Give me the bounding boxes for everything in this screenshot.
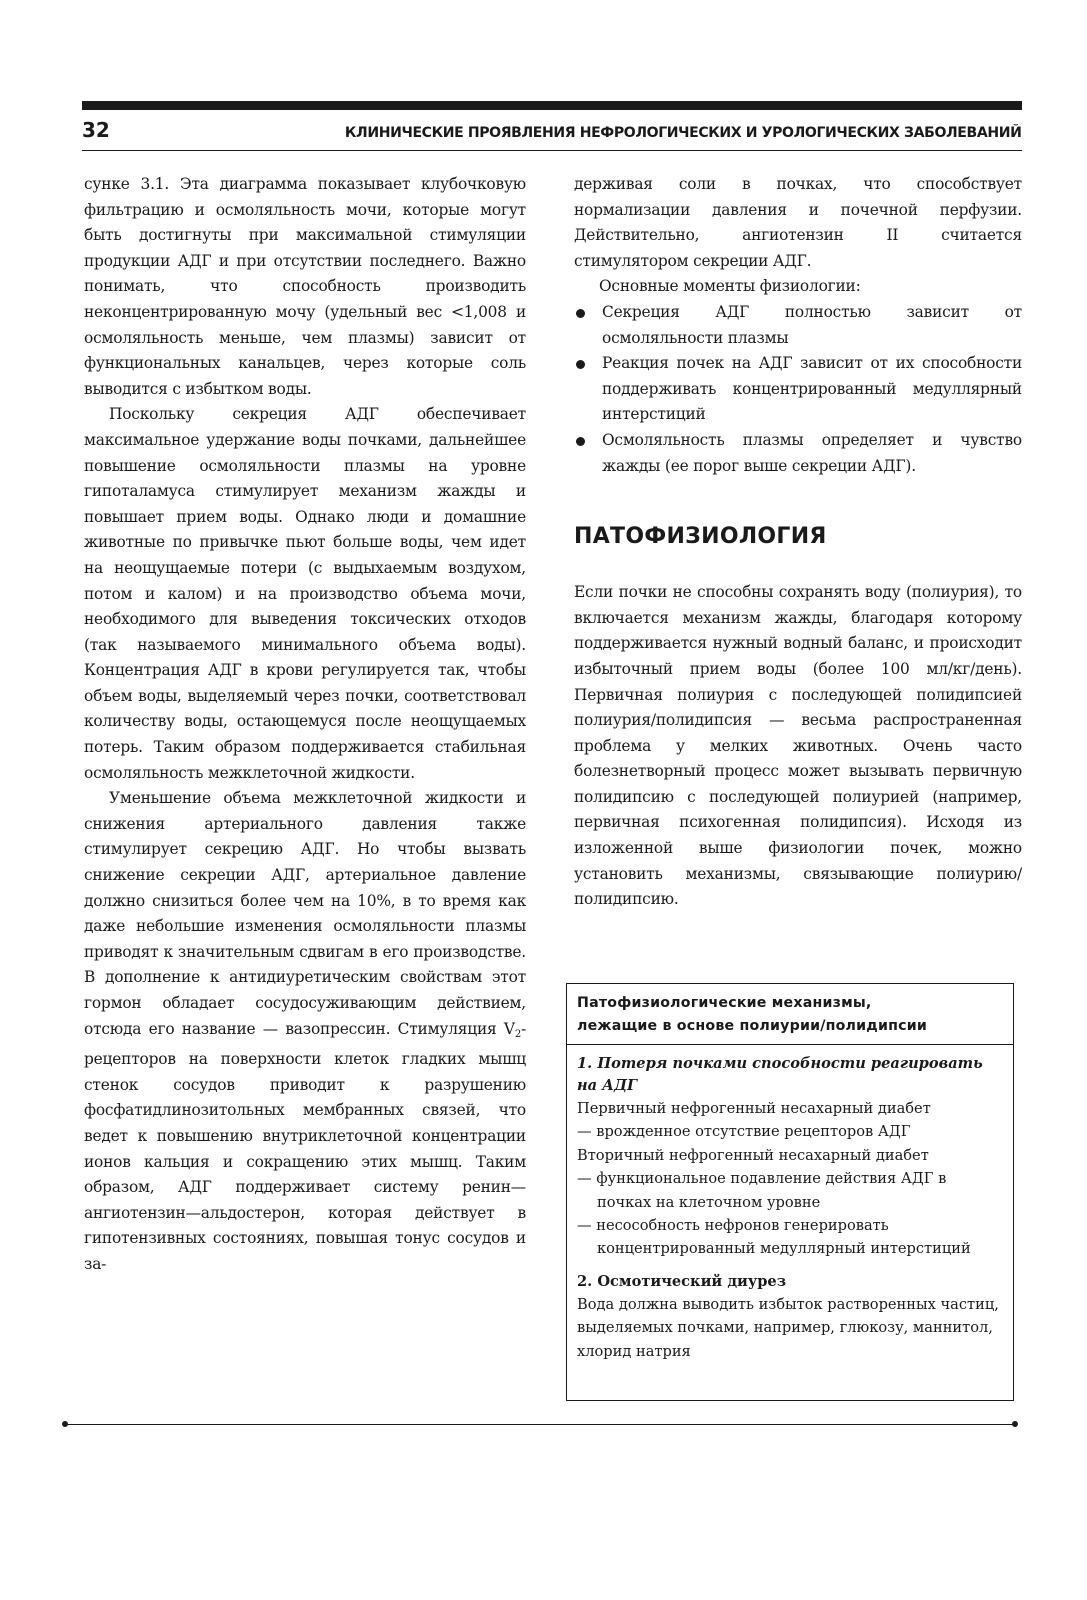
bullet-icon xyxy=(576,360,585,369)
box-section-title: 2. Осмотический диурез xyxy=(577,1272,787,1290)
paragraph-text: Уменьшение объема межклеточной жидкости и снижения артериального давления также стимулирует секрецию АДГ. Но чтобы вызвать снижение секреции АДГ, артериальное давление должно снизиться более чем на 10%, в то время как даже небольшие изменения осмоляльности плазмы приводят к значительным сдвигам в его производстве. В дополнение к антидиуретическим свойствам этот гормон обладает сосудосуживающим действием, отсюда его название — вазопрессин. Стимуляция V xyxy=(84,789,526,1038)
paragraph: сунке 3.1. Эта диаграмма показывает клубочковую фильтрацию и осмоляльность мочи, которые могут быть достигнуты при максимальной стимуляции продукции АДГ и при отсутствии последнего. Важно понимать, что способность производить неконцентрированную мочу (удельный вес <1,008 и осмоляльность меньше, чем плазмы) зависит от функциональных канальцев, через которые соль выводится с избытком воды. xyxy=(84,175,526,398)
paragraph: Если почки не способны сохранять воду (полиурия), то включается механизм жажды, благодаря которому поддерживается нужный водный баланс, и происходит избыточный прием воды (более 100 мл/кг/день). Первичная полиурия с последующей полидипсией полиурия/полидипсия — весьма распространенная проблема у мелких животных. Очень часто болезнетворный процесс может вызывать первичную полидипсию с последующей полиурией (например, первичная психогенная полидипсия). Исходя из изложенной выше физиологии почек, можно установить механизмы, связывающие полиурию/полидипсию. xyxy=(574,583,1022,909)
list-item: Осмоляльность плазмы определяет и чувство жажды (ее порог выше секреции АДГ). xyxy=(574,428,1022,479)
footer-rule xyxy=(64,1424,1016,1425)
paragraph-text: -рецепторов на поверхности клеток гладких мышц стенок сосудов приводит к разрушению фосфатидлинозитольных мембранных связей, что ведет к повышению внутриклеточной концентрации ионов кальция и сокращению этих мышц. Таким образом, АДГ поддерживает систему ренин—ангиотензин—альдостерон, которая действует в гипотензивных состояниях, повышая тонус сосудов и за- xyxy=(84,1019,526,1273)
box-line: — врожденное отсутствие рецепторов АДГ xyxy=(577,1123,911,1141)
left-column xyxy=(84,172,526,1278)
paragraph: Основные моменты физиологии: xyxy=(599,277,861,296)
page-header xyxy=(82,118,1022,148)
bullet-list xyxy=(574,300,1022,479)
footer-dot-icon xyxy=(62,1421,68,1427)
box-section-title: 1. Потеря почками способности реагировать на АДГ xyxy=(577,1055,983,1094)
section-heading: ПАТОФИЗИОЛОГИЯ xyxy=(574,524,827,550)
box-line: Первичный нефрогенный несахарный диабет xyxy=(577,1100,931,1117)
box-line: — функциональное подавление действия АДГ в почках на клеточном уровне xyxy=(577,1170,947,1211)
bullet-icon xyxy=(576,437,585,446)
list-item: Реакция почек на АДГ зависит от их способности поддерживать концентрированный медуллярный интерстиций xyxy=(574,351,1022,428)
running-title: КЛИНИЧЕСКИЕ ПРОЯВЛЕНИЯ НЕФРОЛОГИЧЕСКИХ И УРОЛОГИЧЕСКИХ ЗАБОЛЕВАНИЙ xyxy=(345,125,1022,141)
list-item: Секреция АДГ полностью зависит от осмоляльности плазмы xyxy=(574,300,1022,351)
paragraph xyxy=(84,786,526,1277)
box-title: Патофизиологические механизмы, xyxy=(577,995,872,1011)
header-top-rule xyxy=(82,101,1022,110)
right-column xyxy=(574,172,1022,913)
subscript: 2 xyxy=(514,1028,521,1040)
bullet-icon xyxy=(576,309,585,318)
box-divider xyxy=(567,1044,1013,1045)
sidebar-box xyxy=(566,983,1014,1401)
paragraph: Поскольку секреция АДГ обеспечивает максимальное удержание воды почками, дальнейшее повышение осмоляльности плазмы на уровне гипоталамуса стимулирует механизм жажды и повышает прием воды. Однако люди и домашние животные по привычке пьют больше воды, чем идет на неощущаемые потери (с выдыхаемым воздухом, потом и калом) и на производство объема мочи, необходимого для выведения токсических отходов (так называемого минимального объема воды). Концентрация АДГ в крови регулируется так, чтобы объем воды, выделяемый через почки, соответствовал количеству воды, остающемуся после неощущаемых потерь. Таким образом поддерживается стабильная осмоляльность межклеточной жидкости. xyxy=(84,405,526,782)
box-text: Вода должна выводить избыток растворенных частиц, выделяемых почками, например, глюкозу, маннитол, хлорид натрия xyxy=(577,1295,999,1360)
box-line: Вторичный нефрогенный несахарный диабет xyxy=(577,1146,929,1164)
footer-dot-icon xyxy=(1012,1421,1018,1427)
page-number: 32 xyxy=(82,118,110,142)
box-title: лежащие в основе полиурии/полидипсии xyxy=(577,1018,927,1034)
paragraph: держивая соли в почках, что способствует нормализации давления и почечной перфузии. Действительно, ангиотензин II считается стимулятором секреции АДГ. xyxy=(574,175,1022,270)
header-rule xyxy=(82,150,1022,151)
box-line: — несособность нефронов генерировать концентрированный медуллярный интерстиций xyxy=(577,1217,971,1258)
